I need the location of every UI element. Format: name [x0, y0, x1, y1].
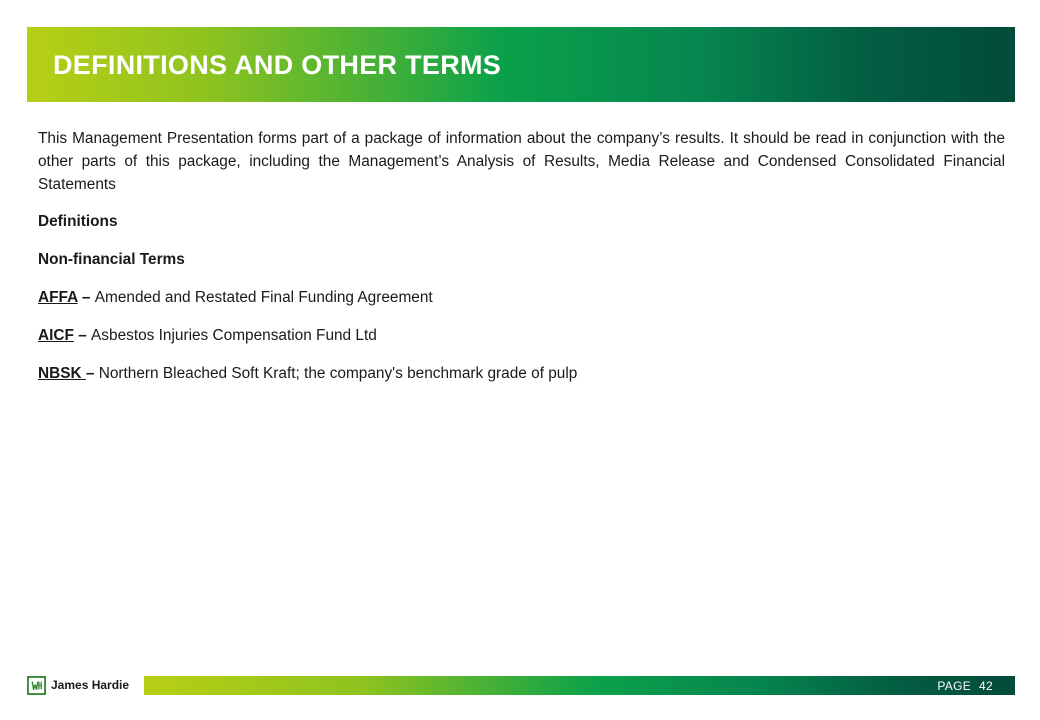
page-number: 42 [979, 679, 993, 693]
term-dash: – [73, 327, 92, 344]
definition-item-nbsk [38, 362, 1005, 385]
logo-text: James Hardie [51, 678, 130, 692]
page-title: DEFINITIONS AND OTHER TERMS [53, 50, 502, 80]
term-abbreviation: AICF [38, 327, 74, 344]
main-content [38, 127, 1005, 400]
footer [27, 675, 1015, 695]
title-banner [27, 27, 1015, 102]
term-definition: Amended and Restated Final Funding Agreement [94, 289, 433, 306]
intro-paragraph: This Management Presentation forms part of a package of information about the company’s results. It should be read in conjunction with the other parts of this package, including the Management’s Analysis of Results, Media Release and Condensed Consolidated Financial Statements [38, 130, 1005, 193]
definitions-heading: Definitions [38, 213, 118, 230]
definition-item-aicf [38, 324, 1005, 347]
term-definition: Northern Bleached Soft Kraft; the company's benchmark grade of pulp [98, 365, 578, 382]
company-logo [27, 675, 129, 695]
term-abbreviation: NBSK [38, 365, 86, 382]
page-label: PAGE [937, 679, 972, 693]
term-abbreviation: AFFA [38, 289, 78, 306]
footer-bar [144, 676, 1015, 695]
term-dash: – [85, 365, 99, 382]
definition-item-affa [38, 286, 1005, 309]
term-definition: Asbestos Injuries Compensation Fund Ltd [91, 327, 377, 344]
james-hardie-logo-icon [27, 676, 46, 695]
term-dash: – [77, 289, 95, 306]
page-number-label [937, 679, 993, 693]
nonfinancial-terms-heading: Non-financial Terms [38, 251, 185, 268]
